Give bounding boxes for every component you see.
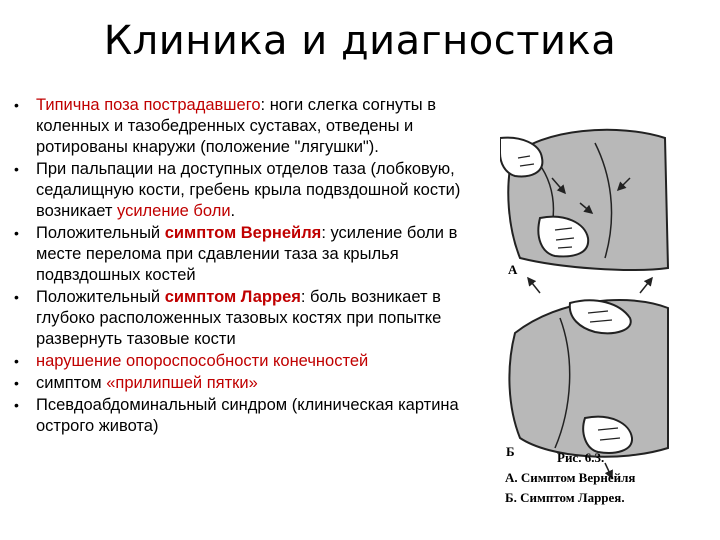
bullet-text: : боль возникает в глубоко расположенных тазовых костях при попытке развернуть тазовые кости: [36, 288, 442, 348]
bullet-dot: •: [14, 397, 19, 413]
figure-caption: [505, 448, 675, 508]
caption-line: А. Симптом Вернейля: [505, 470, 636, 485]
bullet-text: .: [230, 202, 236, 220]
bullet-item: [14, 223, 489, 286]
highlighted-text: Типична поза пострадавшего: [36, 96, 261, 114]
highlighted-text: «прилипшей пятки»: [106, 374, 258, 392]
bullet-text: : ноги слегка согнуты в коленных и тазобедренных суставах, отведены и ротированы кнаружи (положение "лягушки").: [36, 96, 436, 156]
highlighted-text: нарушение опороспособности конечностей: [36, 352, 369, 370]
bullet-dot: •: [14, 225, 19, 241]
bullet-item: [14, 95, 489, 158]
bullet-item: [14, 287, 489, 350]
figure-label-b: Б: [506, 444, 515, 459]
bullet-text: симптом: [36, 374, 107, 392]
bullet-item: [14, 395, 489, 437]
slide-title: Клиника и диагностика: [103, 18, 617, 64]
bullet-dot: •: [14, 289, 19, 305]
bullet-dot: •: [14, 375, 19, 391]
highlighted-text: симптом Ларрея: [164, 288, 301, 306]
highlighted-text: усиление боли: [117, 202, 231, 220]
bullet-dot: •: [14, 97, 19, 113]
bullet-text: Положительный: [36, 288, 165, 306]
bullet-text: При пальпации на доступных отделов таза (лобковую, седалищную кости, гребень крыла подвздошной кости) возникает: [36, 160, 461, 220]
bullet-text: Псевдоабдоминальный синдром (клиническая картина острого живота): [36, 396, 459, 435]
bullet-dot: •: [14, 353, 19, 369]
bullet-dot: •: [14, 161, 19, 177]
bullet-item: [14, 159, 489, 222]
caption-line: Рис. 6.3.: [557, 450, 605, 465]
bullet-item: [14, 351, 489, 372]
bullet-item: [14, 373, 489, 394]
panel-a-drawing: [500, 130, 668, 270]
figure-label-a: А: [508, 262, 518, 277]
bullet-text: : усиление боли в месте перелома при сдавлении таза за крылья подвздошных костей: [36, 224, 458, 284]
caption-line: Б. Симптом Ларрея.: [505, 490, 625, 505]
bullet-text: Положительный: [36, 224, 165, 242]
bullet-list: [14, 95, 489, 438]
highlighted-text: симптом Вернейля: [164, 224, 322, 242]
